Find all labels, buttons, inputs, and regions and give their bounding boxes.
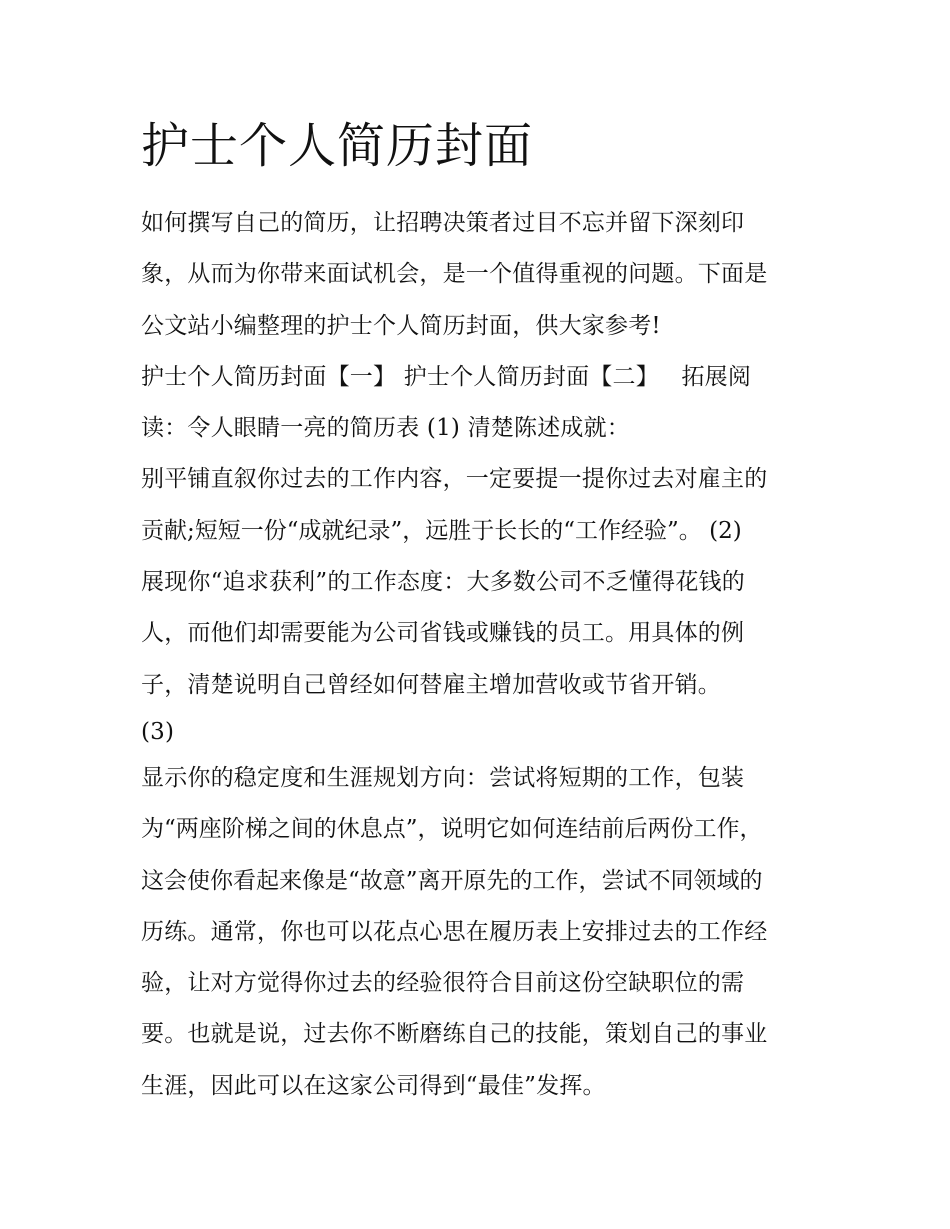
body-line-1: 如何撰写自己的简历，让招聘决策者过目不忘并留下深刻印 [141, 210, 745, 236]
body-line-17: 要。也就是说，过去你不断磨练自己的技能，策划自己的事业 [141, 1021, 768, 1048]
body-line-5: 读：令人眼睛一亮的简历表 (1) 清楚陈述成就： [141, 415, 631, 442]
body-line-3: 公文站小编整理的护士个人简历封面，供大家参考! [141, 312, 661, 339]
body-line-12: 显示你的稳定度和生涯规划方向：尝试将短期的工作，包装 [141, 764, 745, 791]
body-line-4: 护士个人简历封面【一】 护士个人简历封面【二】 拓展阅 [141, 363, 752, 390]
body-line-13: 为“两座阶梯之间的休息点”，说明它如何连结前后两份工作， [141, 816, 763, 843]
body-line-15: 历练。通常，你也可以花点心思在履历表上安排过去的工作经 [141, 918, 768, 945]
body-line-10: 子，清楚说明自己曾经如何替雇主增加营收或节省开销。 [141, 671, 721, 698]
body-line-7: 贡献;短短一份“成就纪录”，远胜于长长的“工作经验”。 (2) [141, 517, 742, 544]
document-body [141, 198, 821, 1112]
body-line-16: 验，让对方觉得你过去的经验很符合目前这份空缺职位的需 [141, 970, 745, 997]
body-line-2: 象，从而为你带来面试机会，是一个值得重视的问题。下面是 [141, 261, 768, 288]
body-line-9: 人，而他们却需要能为公司省钱或赚钱的员工。用具体的例 [141, 620, 745, 647]
body-line-6: 别平铺直叙你过去的工作内容，一定要提一提你过去对雇主的 [141, 466, 768, 493]
body-line-14: 这会使你看起来像是“故意”离开原先的工作，尝试不同领域的 [141, 867, 763, 894]
body-line-8: 展现你“追求获利”的工作态度：大多数公司不乏懂得花钱的 [141, 569, 745, 596]
body-line-11: (3) [141, 718, 175, 745]
document-title: 护士个人简历封面 [141, 118, 534, 174]
body-line-18: 生涯，因此可以在这家公司得到“最佳”发挥。 [141, 1072, 606, 1099]
